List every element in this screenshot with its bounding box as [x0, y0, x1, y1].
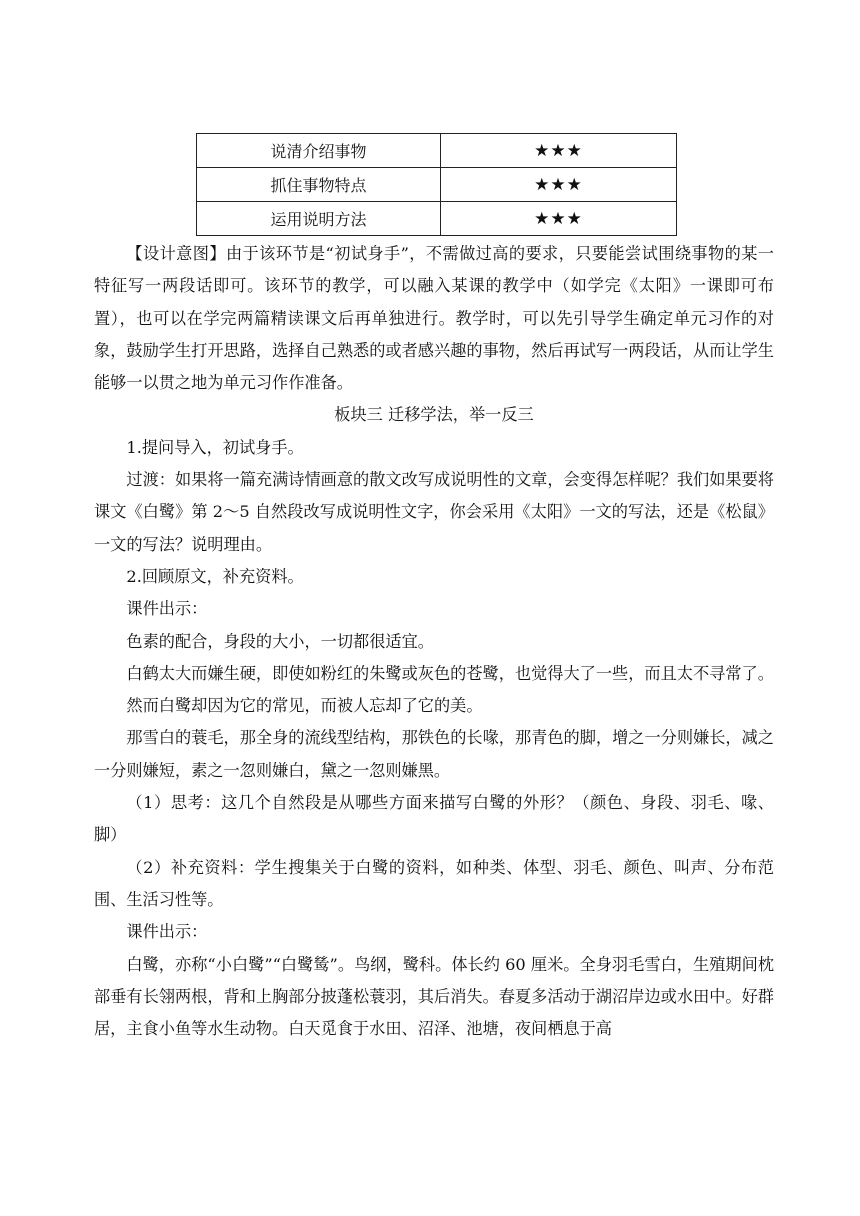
criterion-cell: 说清介绍事物 [197, 134, 441, 168]
quote-paragraph: 色素的配合，身段的大小，一切都很适宜。 [126, 631, 434, 651]
star-rating: ★★★ [441, 134, 677, 168]
table-row [197, 134, 677, 168]
criterion-cell: 抓住事物特点 [197, 168, 441, 202]
body-text [94, 238, 774, 1045]
quote-paragraph: 然而白鹭却因为它的常见，而被人忘却了它的美。 [126, 696, 483, 716]
paragraph: 过渡：如果将一篇充满诗情画意的散文改写成说明性的文章，会变得怎样呢？我们如果要将课文《白鹭》第 2～5 自然段改写成说明性文字，你会采用《太阳》一文的写法，还是《松鼠》一文的写法？说明理由。 [94, 470, 774, 554]
quote-paragraph: 白鹤太大而嫌生硬，即使如粉红的朱鹭或灰色的苍鹭，也觉得大了一些，而且太不寻常了。 [126, 663, 774, 683]
design-intent-paragraph: 【设计意图】由于该环节是“初试身手”，不需做过高的要求，只要能尝试围绕事物的某一特征写一两段话即可。该环节的教学，可以融入某课的教学中（如学完《太阳》一课即可布置），也可以在学完两篇精读课文后再单独进行。教学时，可以先引导学生确定单元习作的对象，鼓励学生打开思路，选择自己熟悉的或者感兴趣的事物，然后再试写一两段话，从而让学生能够一以贯之地为单元习作作准备。 [94, 244, 774, 393]
table-row [197, 202, 677, 236]
quote-paragraph: 那雪白的蓑毛，那全身的流线型结构，那铁色的长喙，那青色的脚，增之一分则嫌长，减之一分则嫌短，素之一忽则嫌白，黛之一忽则嫌黑。 [94, 728, 774, 780]
question-paragraph: （2）补充资料：学生搜集关于白鹭的资料，如种类、体型、羽毛、颜色、叫声、分布范围、生活习性等。 [94, 857, 774, 909]
question-paragraph: （1）思考：这几个自然段是从哪些方面来描写白鹭的外形？（颜色、身段、羽毛、喙、脚） [94, 793, 774, 845]
reference-paragraph: 白鹭，亦称“小白鹭”“白鹭鸶”。鸟纲，鹭科。体长约 60 厘米。全身羽毛雪白，生殖期间枕部垂有长翎两根，背和上胸部分披蓬松蓑羽，其后消失。春夏多活动于湖沼岸边或水田中。好群居，主食小鱼等水生动物。白天觅食于水田、沼泽、池塘，夜间栖息于高 [94, 954, 774, 1039]
rubric-table [196, 133, 677, 236]
paragraph: 课件出示： [126, 922, 208, 942]
criterion-cell: 运用说明方法 [197, 202, 441, 236]
star-rating: ★★★ [441, 202, 677, 236]
star-rating: ★★★ [441, 168, 677, 202]
paragraph: 课件出示： [126, 599, 208, 619]
table-row [197, 168, 677, 202]
step-heading: 2.回顾原文，补充资料。 [126, 566, 304, 586]
step-heading: 1.提问导入，初试身手。 [126, 437, 304, 457]
section-heading: 板块三 迁移学法，举一反三 [334, 405, 534, 425]
